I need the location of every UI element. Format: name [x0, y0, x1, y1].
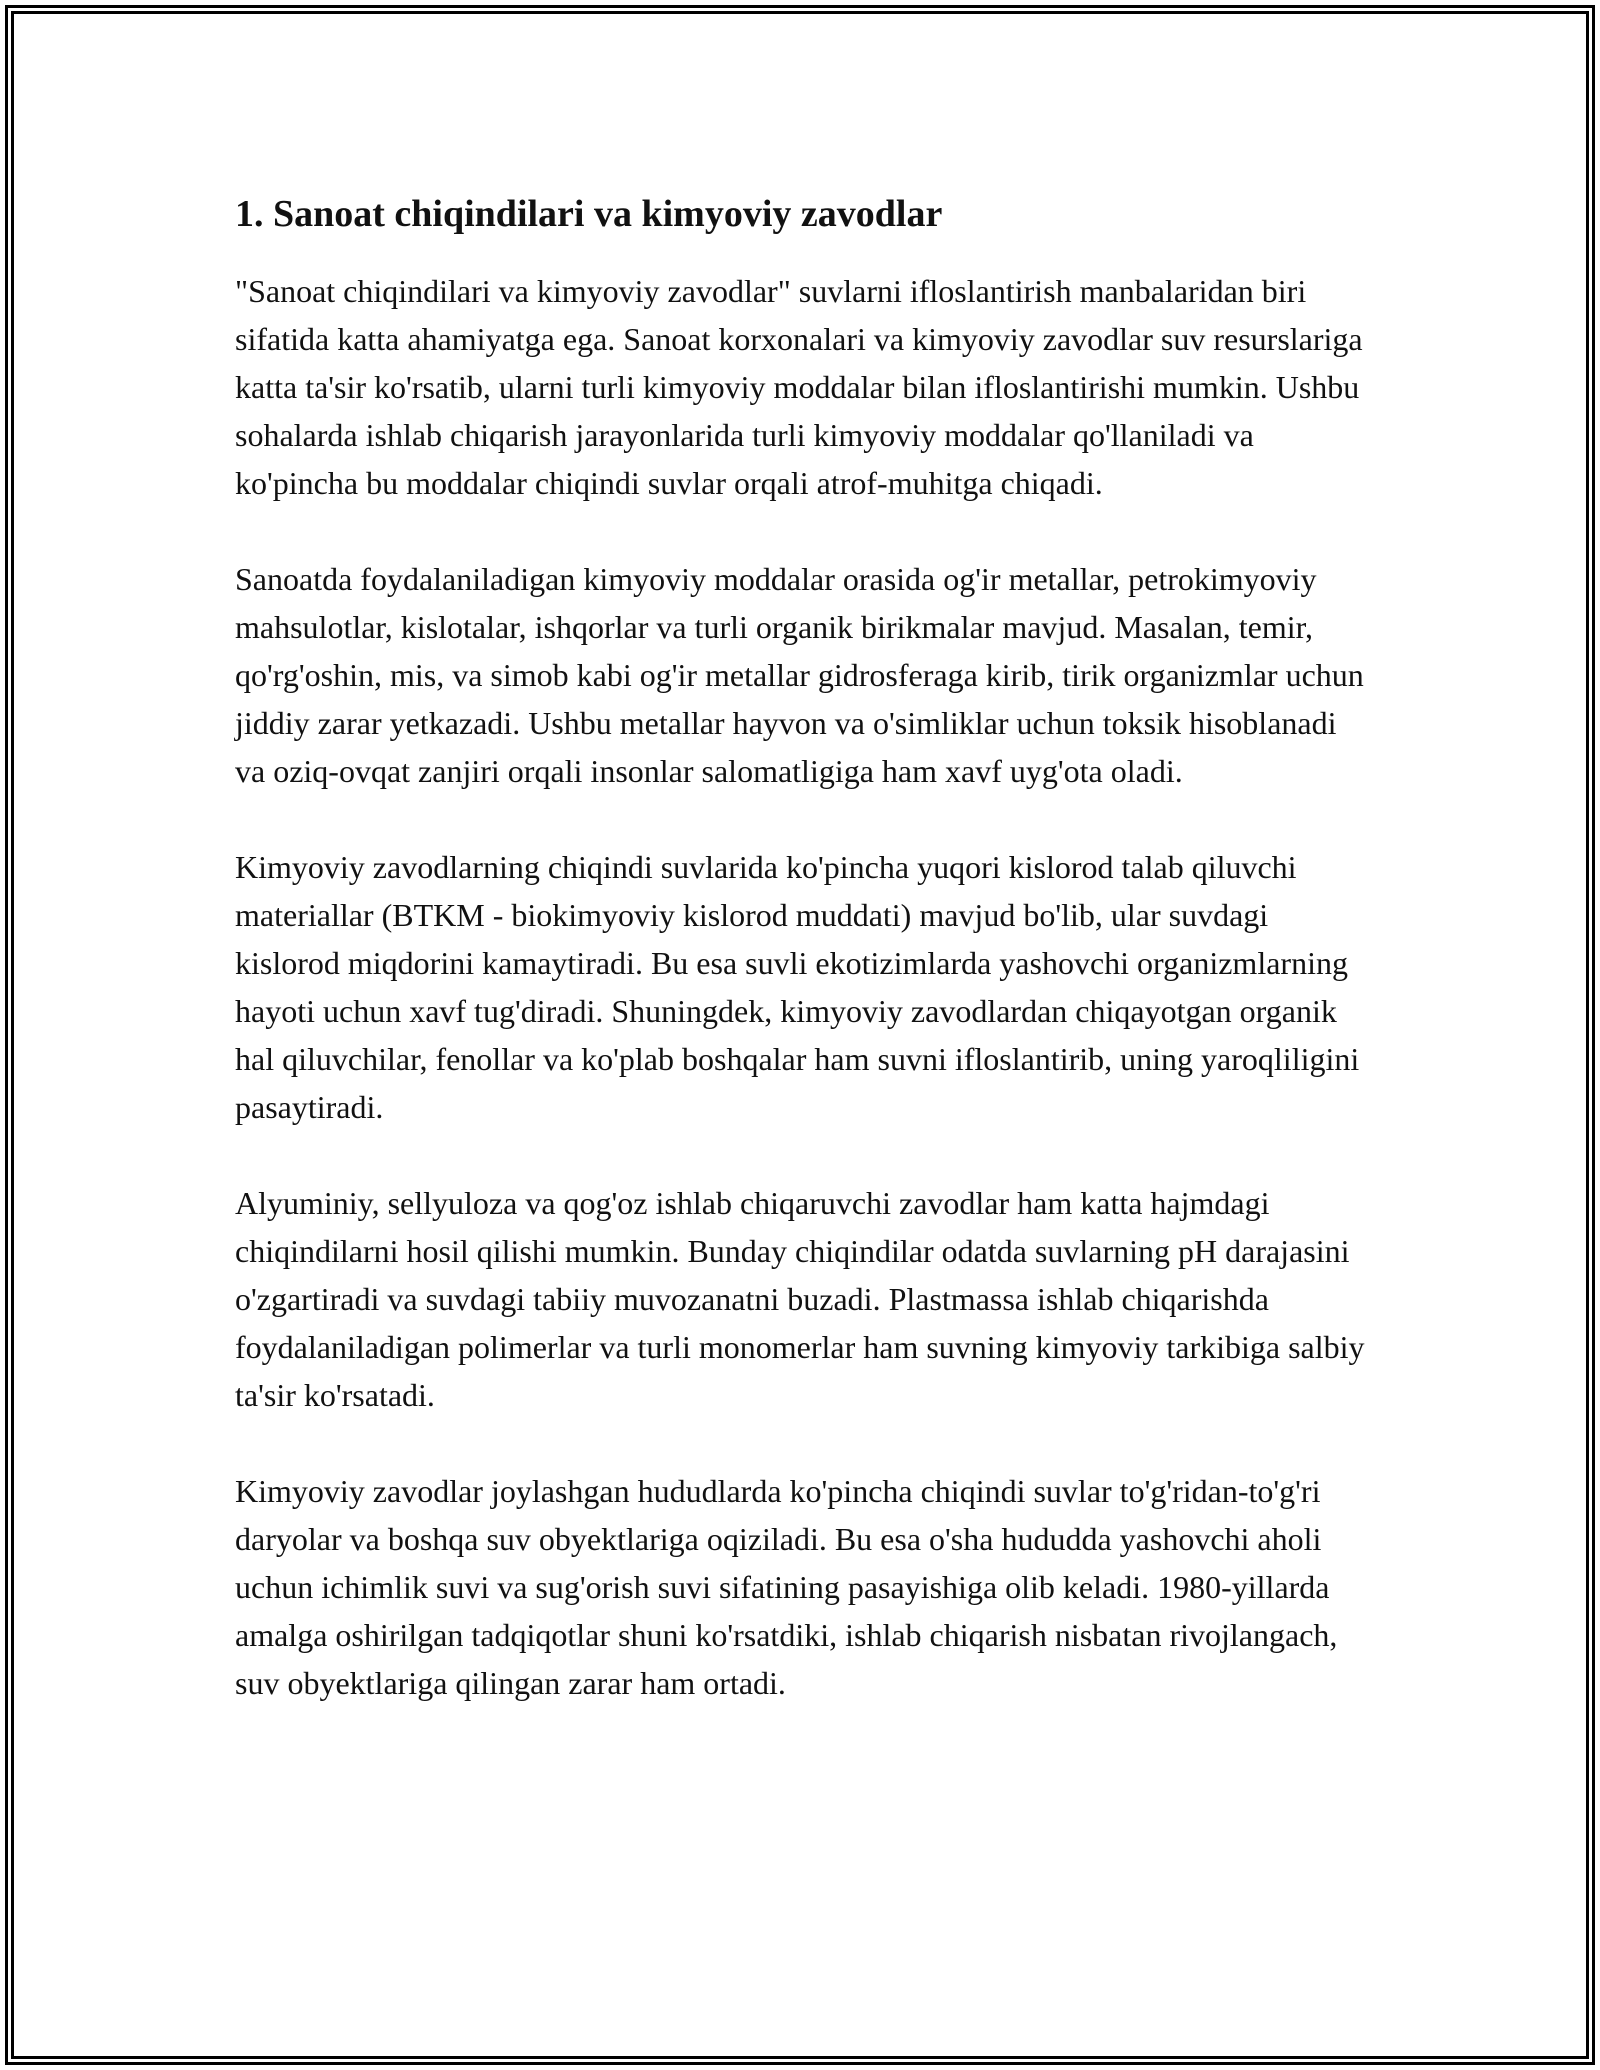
paragraph-3: Kimyoviy zavodlarning chiqindi suvlarida ko'pincha yuqori kislorod talab qiluvchi materiallar (BTKM - biokimyoviy kislorod muddati) mavjud bo'lib, ular suvdagi kislorod miqdorini kamaytiradi. Bu esa suvli ekotizimlarda yashovchi organizmlarning hayoti uchun xavf tug'diradi. Shuningdek, kimyoviy zavodlardan chiqayotgan organik hal qiluvchilar, fenollar va ko'plab boshqalar ham suvni ifloslantirib, uning yaroqliligini pasaytiradi.: [235, 849, 1360, 1126]
paragraph-2: Sanoatda foydalaniladigan kimyoviy moddalar orasida og'ir metallar, petrokimyoviy mahsulotlar, kislotalar, ishqorlar va turli organik birikmalar mavjud. Masalan, temir, qo'rg'oshin, mis, va simob kabi og'ir metallar gidrosferaga kirib, tirik organizmlar uchun jiddiy zarar yetkazadi. Ushbu metallar hayvon va o'simliklar uchun toksik hisoblanadi va oziq-ovqat zanjiri orqali insonlar salomatligiga ham xavf uyg'ota oladi.: [235, 561, 1364, 790]
section-title: 1. Sanoat chiqindilari va kimyoviy zavodlar: [235, 193, 943, 235]
paragraph-5: Kimyoviy zavodlar joylashgan hududlarda ko'pincha chiqindi suvlar to'g'ridan-to'g'ri daryolar va boshqa suv obyektlariga oqiziladi. Bu esa o'sha hududda yashovchi aholi uchun ichimlik suvi va sug'orish suvi sifatining pasayishiga olib keladi. 1980-yillarda amalga oshirilgan tadqiqotlar shuni ko'rsatdiki, ishlab chiqarish nisbatan rivojlangach, suv obyektlariga qilingan zarar ham ortadi.: [235, 1473, 1338, 1702]
paragraph-4: Alyuminiy, sellyuloza va qog'oz ishlab chiqaruvchi zavodlar ham katta hajmdagi chiqindilarni hosil qilishi mumkin. Bunday chiqindilar odatda suvlarning pH darajasini o'zgartiradi va suvdagi tabiiy muvozanatni buzadi. Plastmassa ishlab chiqarishda foydalaniladigan polimerlar va turli monomerlar ham suvning kimyoviy tarkibiga salbiy ta'sir ko'rsatadi.: [235, 1185, 1365, 1414]
paragraph-1: "Sanoat chiqindilari va kimyoviy zavodlar" suvlarni ifloslantirish manbalaridan biri sifatida katta ahamiyatga ega. Sanoat korxonalari va kimyoviy zavodlar suv resurslariga katta ta'sir ko'rsatib, ularni turli kimyoviy moddalar bilan ifloslantirishi mumkin. Ushbu sohalarda ishlab chiqarish jarayonlarida turli kimyoviy moddalar qo'llaniladi va ko'pincha bu moddalar chiqindi suvlar orqali atrof-muhitga chiqadi.: [235, 273, 1363, 502]
document-body: [235, 190, 1365, 1755]
